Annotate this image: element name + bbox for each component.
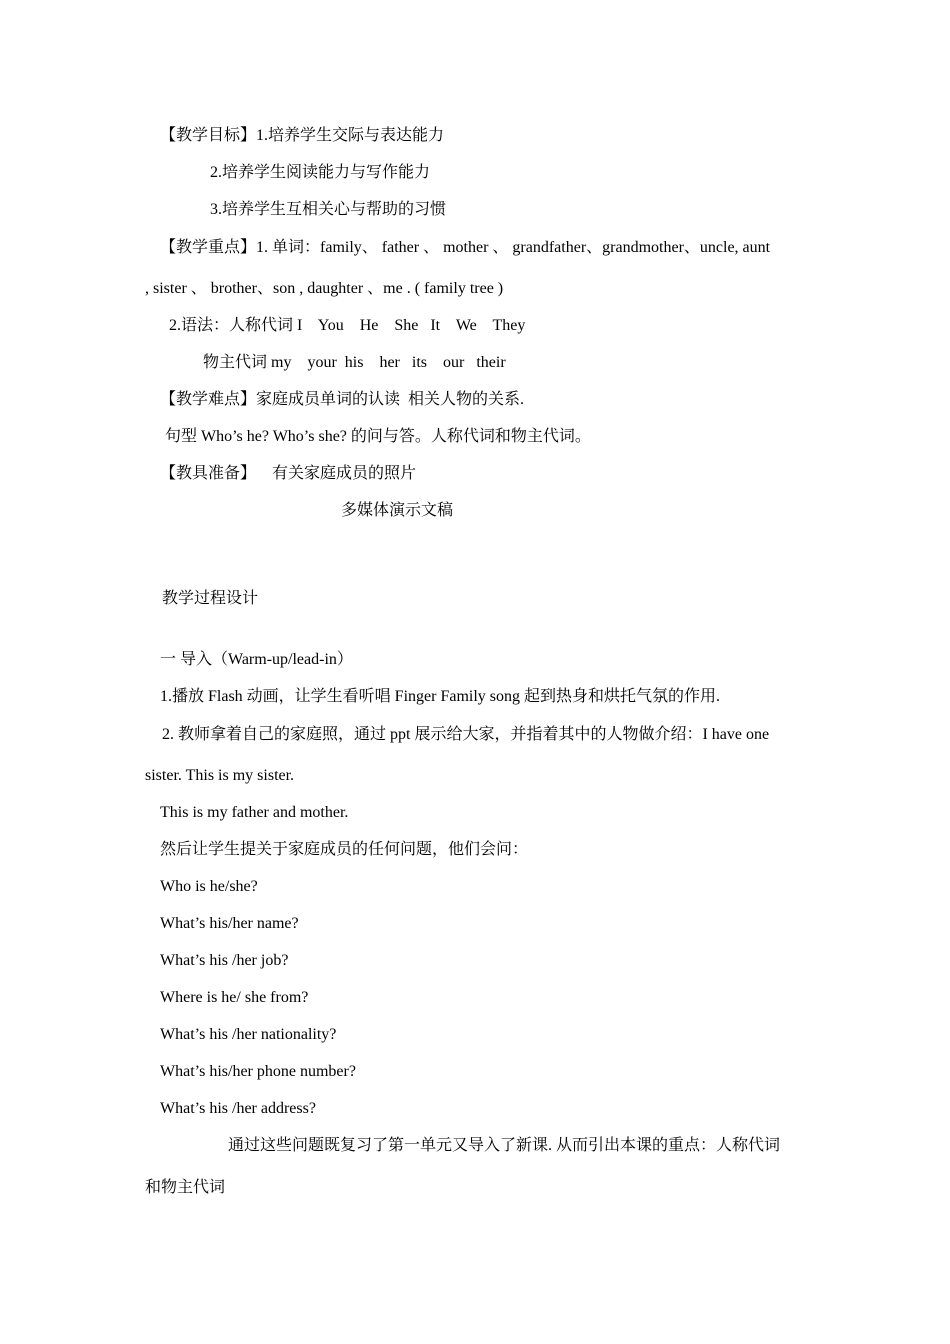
summary-line-2: 和物主代词 bbox=[145, 1179, 226, 1196]
key-points-heading: 【教学重点】 bbox=[160, 239, 257, 256]
key-points-grammar-1: 2.语法：人称代词 I You He She It We They bbox=[169, 317, 526, 334]
key-points-vocab-2: , sister 、 brother、son , daughter 、me . ( family tree ) bbox=[145, 280, 504, 297]
materials-item-1: 有关家庭成员的照片 bbox=[272, 465, 417, 482]
difficulties-line-1 bbox=[160, 390, 524, 410]
question-item: What’s his /her job? bbox=[160, 952, 289, 969]
difficulties-heading: 【教学难点】 bbox=[160, 391, 257, 408]
key-points-vocab-1: 1. 单词：family、 father 、 mother 、 grandfather、grandmother、uncle, aunt bbox=[256, 239, 771, 256]
objectives-item-3: 3.培养学生互相关心与帮助的习惯 bbox=[210, 201, 447, 218]
question-item: What’s his/her phone number? bbox=[160, 1063, 356, 1080]
objectives-line-1 bbox=[160, 126, 444, 146]
materials-line-1 bbox=[160, 464, 416, 484]
question-item: Where is he/ she from? bbox=[160, 989, 309, 1006]
materials-heading: 【教具准备】 bbox=[160, 465, 257, 482]
question-item: Who is he/she? bbox=[160, 878, 258, 895]
step-2-line-2: sister. This is my sister. bbox=[145, 767, 295, 784]
step-2-line-1: 2. 教师拿着自己的家庭照，通过 ppt 展示给大家，并指着其中的人物做介绍：I have one bbox=[162, 726, 770, 743]
materials-item-2: 多媒体演示文稿 bbox=[341, 502, 454, 519]
summary-line-1: 通过这些问题既复习了第一单元又导入了新课. 从而引出本课的重点：人称代词 bbox=[228, 1137, 781, 1154]
question-item: What’s his/her name? bbox=[160, 915, 299, 932]
difficulties-text-2: 句型 Who’s he? Who’s she? 的问与答。人称代词和物主代词。 bbox=[165, 428, 591, 445]
ask-intro: 然后让学生提关于家庭成员的任何问题，他们会问： bbox=[160, 841, 529, 858]
objectives-heading: 【教学目标】 bbox=[160, 127, 257, 144]
key-points-line-1 bbox=[160, 238, 770, 258]
key-points-grammar-2: 物主代词 my your his her its our their bbox=[203, 354, 506, 371]
step-1: 1.播放 Flash 动画，让学生看听唱 Finger Family song 起到热身和烘托气氛的作用. bbox=[160, 688, 721, 705]
objectives-item-2: 2.培养学生阅读能力与写作能力 bbox=[210, 164, 431, 181]
question-item: What’s his /her address? bbox=[160, 1100, 316, 1117]
step-2-line-3: This is my father and mother. bbox=[160, 804, 349, 821]
difficulties-text-1: 家庭成员单词的认读 相关人物的关系. bbox=[256, 391, 525, 408]
section-1-title: 一 导入（Warm-up/lead-in） bbox=[160, 651, 353, 668]
question-item: What’s his /her nationality? bbox=[160, 1026, 337, 1043]
process-title: 教学过程设计 bbox=[162, 590, 259, 607]
objectives-item-1: 1.培养学生交际与表达能力 bbox=[256, 127, 445, 144]
